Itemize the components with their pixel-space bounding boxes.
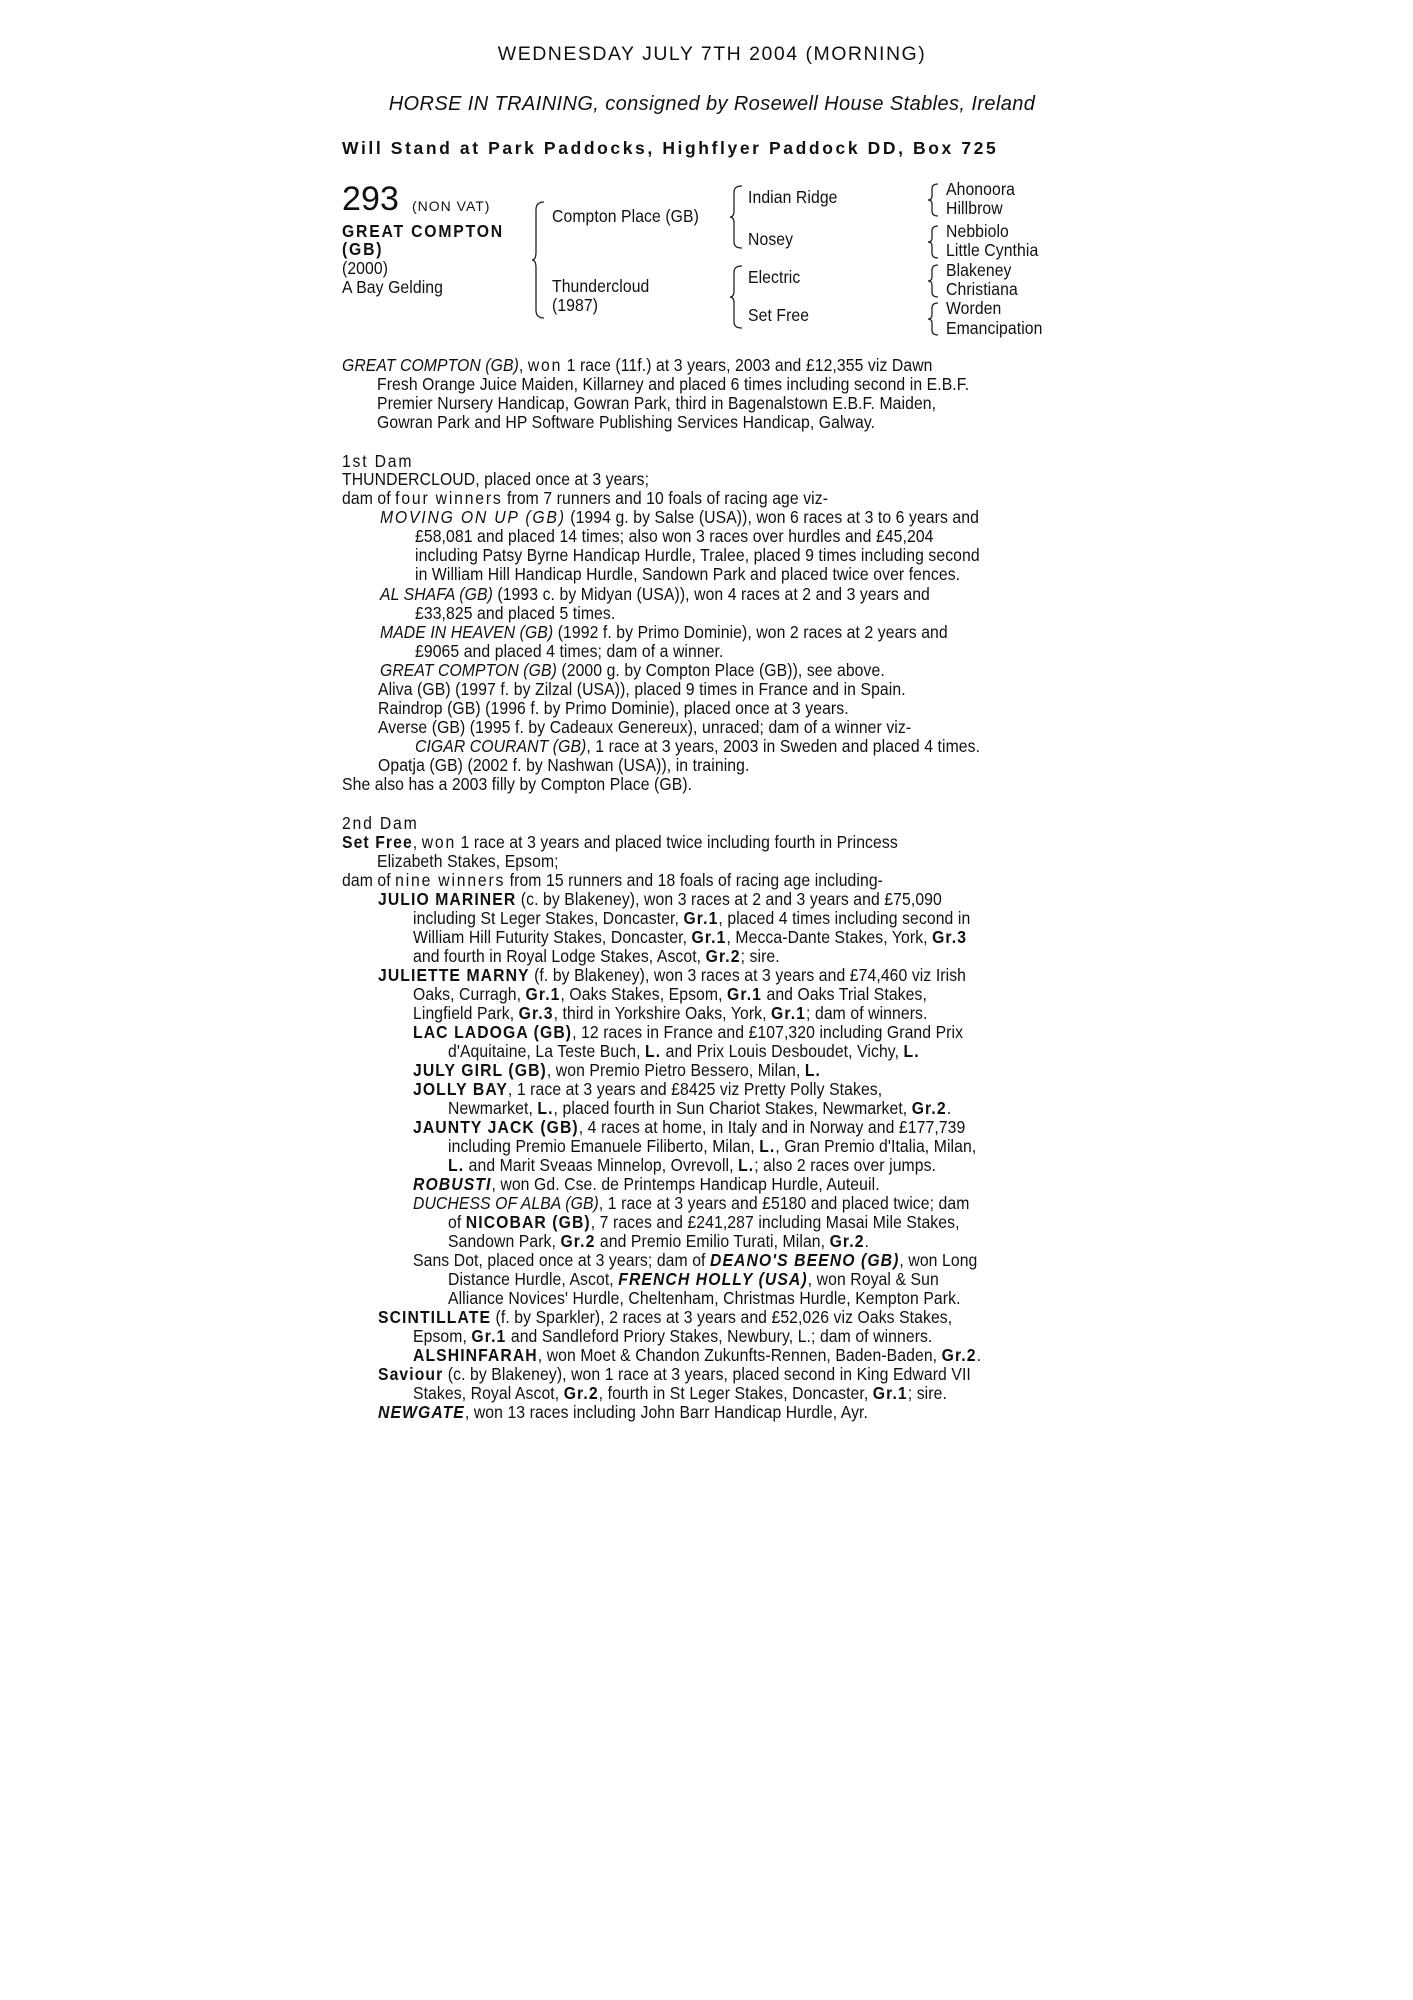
- progeny-line: including Premio Emanuele Filiberto, Milan, L., Gran Premio d'Italia, Milan,: [448, 1136, 977, 1156]
- lot-number: 293: [342, 180, 400, 218]
- ancestor-2: Hillbrow: [946, 198, 1003, 218]
- progeny-line: £33,825 and placed 5 times.: [415, 603, 616, 623]
- ancestor-6: Christiana: [946, 279, 1018, 299]
- progeny-line: JULIO MARINER (c. by Blakeney), won 3 races at 2 and 3 years and £75,090: [378, 889, 942, 909]
- progeny-line: Newmarket, L., placed fourth in Sun Chariot Stakes, Newmarket, Gr.2.: [448, 1098, 952, 1118]
- ancestor-7: Worden: [946, 298, 1002, 318]
- progeny-line: Opatja (GB) (2002 f. by Nashwan (USA)), in training.: [378, 755, 750, 775]
- progeny-line: d'Aquitaine, La Teste Buch, L. and Prix Louis Desboudet, Vichy, L.: [448, 1041, 920, 1061]
- pedigree-brace-dam: [730, 264, 744, 330]
- ancestor-1: Ahonoora: [946, 179, 1016, 199]
- dam: Thundercloud: [552, 276, 650, 296]
- consignment-line: HORSE IN TRAINING, consigned by Rosewell House Stables, Ireland: [388, 93, 1036, 115]
- second-dam-line: dam of nine winners from 15 runners and 18 foals of racing age including-: [342, 870, 884, 890]
- vat-note: (NON VAT): [412, 198, 491, 214]
- progeny-line: Sandown Park, Gr.2 and Premio Emilio Turati, Milan, Gr.2.: [448, 1231, 870, 1251]
- second-dam-line: Elizabeth Stakes, Epsom;: [377, 851, 559, 871]
- second-dam-line: Set Free, won 1 race at 3 years and placed twice including fourth in Princess: [342, 832, 898, 852]
- progeny-line: JULY GIRL (GB), won Premio Pietro Bessero, Milan, L.: [413, 1060, 821, 1080]
- ancestor-3: Nebbiolo: [946, 221, 1009, 241]
- record-line: GREAT COMPTON (GB), won 1 race (11f.) at 3 years, 2003 and £12,355 viz Dawn: [342, 355, 933, 375]
- pedigree-brace-g2: [928, 224, 940, 260]
- progeny-line: including Patsy Byrne Handicap Hurdle, Tralee, placed 9 times including second: [415, 545, 980, 565]
- horse-description: A Bay Gelding: [342, 277, 443, 297]
- progeny-line: GREAT COMPTON (GB) (2000 g. by Compton Place (GB)), see above.: [380, 660, 885, 680]
- progeny-line: Raindrop (GB) (1996 f. by Primo Dominie), placed once at 3 years.: [378, 698, 849, 718]
- progeny-line: £9065 and placed 4 times; dam of a winner.: [415, 641, 724, 661]
- progeny-line: AL SHAFA (GB) (1993 c. by Midyan (USA)), won 4 races at 2 and 3 years and: [380, 584, 930, 604]
- progeny-line: of NICOBAR (GB), 7 races and £241,287 including Masai Mile Stakes,: [448, 1212, 960, 1232]
- pedigree-brace-g4: [928, 301, 940, 337]
- progeny-line: Saviour (c. by Blakeney), won 1 race at 3 years, placed second in King Edward VII: [378, 1364, 971, 1384]
- dam-year: (1987): [552, 295, 599, 315]
- second-dam-heading: 2nd Dam: [342, 813, 419, 833]
- sire-sire: Indian Ridge: [748, 187, 838, 207]
- progeny-line: MOVING ON UP (GB) (1994 g. by Salse (USA)), won 6 races at 3 to 6 years and: [380, 507, 979, 527]
- progeny-line: Alliance Novices' Hurdle, Cheltenham, Christmas Hurdle, Kempton Park.: [448, 1288, 961, 1308]
- sire: Compton Place (GB): [552, 206, 699, 226]
- progeny-line: and fourth in Royal Lodge Stakes, Ascot, Gr.2; sire.: [413, 946, 780, 966]
- first-dam-line: dam of four winners from 7 runners and 10 foals of racing age viz-: [342, 488, 829, 508]
- progeny-line: L. and Marit Sveaas Minnelop, Ovrevoll, L.; also 2 races over jumps.: [448, 1155, 937, 1175]
- record-line: Gowran Park and HP Software Publishing Services Handicap, Galway.: [377, 412, 876, 432]
- progeny-line: MADE IN HEAVEN (GB) (1992 f. by Primo Dominie), won 2 races at 2 years and: [380, 622, 948, 642]
- pedigree-brace-main: [532, 200, 546, 320]
- progeny-line: SCINTILLATE (f. by Sparkler), 2 races at 3 years and £52,026 viz Oaks Stakes,: [378, 1307, 953, 1327]
- progeny-line: JULIETTE MARNY (f. by Blakeney), won 3 races at 3 years and £74,460 viz Irish: [378, 965, 967, 985]
- pedigree-brace-g1: [928, 182, 940, 218]
- progeny-line: Lingfield Park, Gr.3, third in Yorkshire Oaks, York, Gr.1; dam of winners.: [413, 1003, 928, 1023]
- pedigree-brace-sire: [730, 184, 744, 250]
- progeny-line: Oaks, Curragh, Gr.1, Oaks Stakes, Epsom, Gr.1 and Oaks Trial Stakes,: [413, 984, 927, 1004]
- progeny-line: CIGAR COURANT (GB), 1 race at 3 years, 2003 in Sweden and placed 4 times.: [415, 736, 981, 756]
- location-line: Will Stand at Park Paddocks, Highflyer Paddock DD, Box 725: [342, 138, 999, 158]
- foaling-year: (2000): [342, 258, 389, 278]
- horse-name: GREAT COMPTON: [342, 221, 504, 241]
- progeny-line: Sans Dot, placed once at 3 years; dam of DEANO'S BEENO (GB), won Long: [413, 1250, 978, 1270]
- sire-dam: Nosey: [748, 229, 794, 249]
- progeny-line: Distance Hurdle, Ascot, FRENCH HOLLY (USA), won Royal & Sun: [448, 1269, 939, 1289]
- progeny-line: Epsom, Gr.1 and Sandleford Priory Stakes, Newbury, L.; dam of winners.: [413, 1326, 933, 1346]
- progeny-line: LAC LADOGA (GB), 12 races in France and £107,320 including Grand Prix: [413, 1022, 964, 1042]
- progeny-line: NEWGATE, won 13 races including John Barr Handicap Hurdle, Ayr.: [378, 1402, 868, 1422]
- horse-name-suffix: (GB): [342, 239, 384, 259]
- progeny-line: JOLLY BAY, 1 race at 3 years and £8425 viz Pretty Polly Stakes,: [413, 1079, 883, 1099]
- first-dam-line: THUNDERCLOUD, placed once at 3 years;: [342, 469, 650, 489]
- progeny-line: ROBUSTI, won Gd. Cse. de Printemps Handicap Hurdle, Auteuil.: [413, 1174, 880, 1194]
- record-line: Fresh Orange Juice Maiden, Killarney and placed 6 times including second in E.B.F.: [377, 374, 970, 394]
- progeny-line: ALSHINFARAH, won Moet & Chandon Zukunfts-Rennen, Baden-Baden, Gr.2.: [413, 1345, 982, 1365]
- progeny-line: JAUNTY JACK (GB), 4 races at home, in Italy and in Norway and £177,739: [413, 1117, 966, 1137]
- progeny-line: Averse (GB) (1995 f. by Cadeaux Genereux), unraced; dam of a winner viz-: [378, 717, 912, 737]
- progeny-line: William Hill Futurity Stakes, Doncaster, Gr.1, Mecca-Dante Stakes, York, Gr.3: [413, 927, 968, 947]
- first-dam-heading: 1st Dam: [342, 451, 414, 471]
- progeny-line: £58,081 and placed 14 times; also won 3 races over hurdles and £45,204: [415, 526, 934, 546]
- sale-date: WEDNESDAY JULY 7TH 2004 (MORNING): [497, 43, 927, 65]
- pedigree-brace-g3: [928, 263, 940, 299]
- dam-dam: Set Free: [748, 305, 810, 325]
- ancestor-4: Little Cynthia: [946, 240, 1039, 260]
- progeny-line: including St Leger Stakes, Doncaster, Gr.1, placed 4 times including second in: [413, 908, 971, 928]
- progeny-line: in William Hill Handicap Hurdle, Sandown Park and placed twice over fences.: [415, 564, 961, 584]
- progeny-line: DUCHESS OF ALBA (GB), 1 race at 3 years and £5180 and placed twice; dam: [413, 1193, 970, 1213]
- progeny-line: Stakes, Royal Ascot, Gr.2, fourth in St Leger Stakes, Doncaster, Gr.1; sire.: [413, 1383, 947, 1403]
- first-dam-line: She also has a 2003 filly by Compton Place (GB).: [342, 774, 693, 794]
- ancestor-8: Emancipation: [946, 318, 1043, 338]
- record-line: Premier Nursery Handicap, Gowran Park, third in Bagenalstown E.B.F. Maiden,: [377, 393, 937, 413]
- progeny-line: Aliva (GB) (1997 f. by Zilzal (USA)), placed 9 times in France and in Spain.: [378, 679, 906, 699]
- ancestor-5: Blakeney: [946, 260, 1012, 280]
- dam-sire: Electric: [748, 267, 801, 287]
